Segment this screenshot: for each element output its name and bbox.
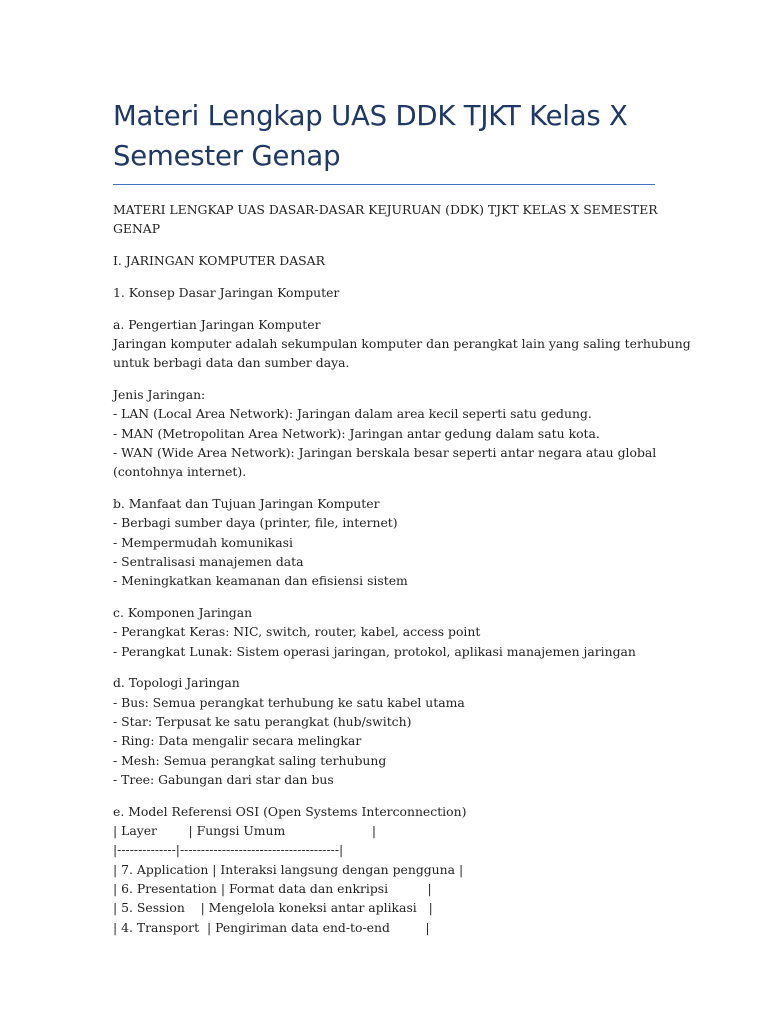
osi-table-line: |--------------|--------------------------------------| [113, 842, 344, 858]
section-a-title: a. Pengertian Jaringan Komputer [113, 316, 321, 332]
list-item: - Perangkat Keras: NIC, switch, router, kabel, access point [113, 624, 481, 640]
list-item: - Tree: Gabungan dari star dan bus [113, 771, 334, 787]
main-heading: MATERI LENGKAP UAS DASAR-DASAR KEJURUAN (DDK) TJKT KELAS X SEMESTER GENAP [113, 202, 658, 237]
list-item: - Mesh: Semua perangkat saling terhubung [113, 752, 387, 768]
section-e [113, 802, 673, 937]
jenis-wan-2: (contohnya internet). [113, 464, 247, 480]
title-line-2: Semester Genap [113, 140, 341, 172]
section-a-body-2: untuk berbagi data dan sumber daya. [113, 355, 350, 371]
document-body [113, 200, 691, 949]
section-b [113, 494, 673, 590]
osi-table-line: | 7. Application | Interaksi langsung dengan pengguna | [113, 861, 464, 877]
subsection-heading: 1. Konsep Dasar Jaringan Komputer [113, 284, 340, 300]
jenis-lan: - LAN (Local Area Network): Jaringan dalam area kecil seperti satu gedung. [113, 406, 592, 422]
list-item: - Berbagi sumber daya (printer, file, internet) [113, 515, 398, 531]
page-title [113, 96, 655, 176]
osi-table-line: | 4. Transport | Pengiriman data end-to-end | [113, 919, 430, 935]
jenis-wan-1: - WAN (Wide Area Network): Jaringan berskala besar seperti antar negara atau global [113, 444, 657, 460]
section-c [113, 603, 673, 661]
osi-table-line: | 5. Session | Mengelola koneksi antar aplikasi | [113, 900, 433, 916]
jenis-man: - MAN (Metropolitan Area Network): Jaringan antar gedung dalam satu kota. [113, 425, 600, 441]
list-item: - Sentralisasi manajemen data [113, 553, 304, 569]
osi-table-line: | 6. Presentation | Format data dan enkripsi | [113, 880, 432, 896]
jenis-title: Jenis Jaringan: [113, 387, 206, 403]
jenis-jaringan [113, 385, 673, 481]
list-item: - Mempermudah komunikasi [113, 534, 293, 550]
list-item: - Bus: Semua perangkat terhubung ke satu kabel utama [113, 694, 465, 710]
section-b-title: b. Manfaat dan Tujuan Jaringan Komputer [113, 496, 380, 512]
list-item: - Star: Terpusat ke satu perangkat (hub/switch) [113, 714, 412, 730]
list-item: - Ring: Data mengalir secara melingkar [113, 733, 362, 749]
title-line-1: Materi Lengkap UAS DDK TJKT Kelas X [113, 100, 628, 132]
title-underline [113, 184, 655, 185]
osi-table-line: | Layer | Fungsi Umum | [113, 823, 377, 839]
title-block [113, 96, 655, 185]
section-heading: I. JARINGAN KOMPUTER DASAR [113, 253, 325, 269]
section-a [113, 315, 691, 373]
section-a-body-1: Jaringan komputer adalah sekumpulan komputer dan perangkat lain yang saling terhubung [113, 335, 691, 351]
section-c-title: c. Komponen Jaringan [113, 605, 253, 621]
list-item: - Meningkatkan keamanan dan efisiensi sistem [113, 573, 408, 589]
section-e-title: e. Model Referensi OSI (Open Systems Interconnection) [113, 803, 467, 819]
list-item: - Perangkat Lunak: Sistem operasi jaringan, protokol, aplikasi manajemen jaringan [113, 643, 636, 659]
section-d-title: d. Topologi Jaringan [113, 675, 240, 691]
section-d [113, 673, 673, 789]
